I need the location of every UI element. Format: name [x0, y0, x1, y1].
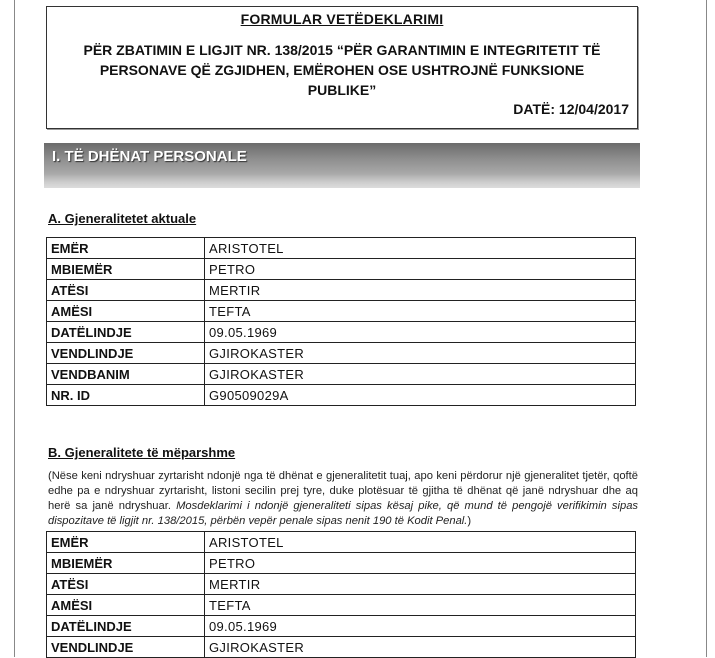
- table-row: [47, 364, 636, 385]
- form-header-box: [46, 6, 638, 129]
- table-row: [47, 532, 636, 553]
- note-text: (Nëse keni ndryshuar zyrtarisht ndonjë nga të dhënat e gjeneralitetit tuaj, apo keni përdorur një gjeneralitet tjetër, qoftë edhe pa e ndryshuar zyrtarisht, listoni secilin prej tyre, duke plotësuar të gjitha të dhënat që janë ndryshuar dhe aq herë sa janë ndryshuar.: [48, 470, 638, 512]
- field-value: ARISTOTEL: [205, 238, 636, 259]
- field-label: MBIEMËR: [47, 259, 205, 280]
- field-label: VENDBANIM: [47, 364, 205, 385]
- table-row: [47, 637, 636, 658]
- section-banner-personal-data: [44, 143, 640, 188]
- table-row: [47, 385, 636, 406]
- field-value: MERTIR: [205, 574, 636, 595]
- field-label: EMËR: [47, 238, 205, 259]
- field-label: AMËSI: [47, 301, 205, 322]
- table-row: [47, 259, 636, 280]
- table-row: [47, 280, 636, 301]
- field-label: DATËLINDJE: [47, 616, 205, 637]
- previous-identity-note: [48, 469, 638, 529]
- field-value: TEFTA: [205, 301, 636, 322]
- field-value: GJIROKASTER: [205, 637, 636, 658]
- law-title: PËR ZBATIMIN E LIGJIT NR. 138/2015 “PËR GARANTIMIN E INTEGRITETIT TË PERSONAVE QË ZGJIDHEN, EMËROHEN OSE USHTROJNË FUNKSIONE PUBLIKE”: [83, 42, 601, 98]
- table-row: [47, 574, 636, 595]
- field-label: VENDLINDJE: [47, 637, 205, 658]
- field-label: DATËLINDJE: [47, 322, 205, 343]
- field-label: ATËSI: [47, 280, 205, 301]
- previous-identity-table: [46, 531, 636, 658]
- section-title: I. TË DHËNAT PERSONALE: [52, 148, 247, 165]
- field-value: GJIROKASTER: [205, 343, 636, 364]
- note-closing: ): [467, 515, 472, 527]
- field-label: NR. ID: [47, 385, 205, 406]
- form-title: FORMULAR VETËDEKLARIMI: [240, 11, 444, 27]
- field-value: PETRO: [205, 259, 636, 280]
- table-row: [47, 238, 636, 259]
- table-row: [47, 616, 636, 637]
- note-warning-text: Mosdeklarimi i ndonjë gjeneraliteti sipas kësaj pike, që mund të pengojë verifikimin sipas dispozitave të ligjit nr. 138/2015, përbën vepër penale sipas nenit 190 të Kodit Penal.: [48, 500, 639, 527]
- current-identity-heading: A. Gjeneralitetet aktuale: [48, 211, 197, 226]
- field-value: G90509029A: [205, 385, 636, 406]
- table-row: [47, 322, 636, 343]
- table-row: [47, 301, 636, 322]
- field-label: MBIEMËR: [47, 553, 205, 574]
- field-value: GJIROKASTER: [205, 364, 636, 385]
- field-label: VENDLINDJE: [47, 343, 205, 364]
- table-row: [47, 553, 636, 574]
- field-value: TEFTA: [205, 595, 636, 616]
- field-value: ARISTOTEL: [205, 532, 636, 553]
- field-label: EMËR: [47, 532, 205, 553]
- field-label: AMËSI: [47, 595, 205, 616]
- page-right-border: [706, 0, 707, 657]
- table-row: [47, 595, 636, 616]
- page-left-border: [14, 0, 15, 657]
- current-identity-table: [46, 237, 636, 406]
- field-value: 09.05.1969: [205, 322, 636, 343]
- field-value: PETRO: [205, 553, 636, 574]
- field-value: 09.05.1969: [205, 616, 636, 637]
- previous-identity-heading: B. Gjeneralitete të mëparshme: [48, 445, 236, 460]
- field-value: MERTIR: [205, 280, 636, 301]
- field-label: ATËSI: [47, 574, 205, 595]
- declaration-date: DATË: 12/04/2017: [513, 101, 629, 117]
- table-row: [47, 343, 636, 364]
